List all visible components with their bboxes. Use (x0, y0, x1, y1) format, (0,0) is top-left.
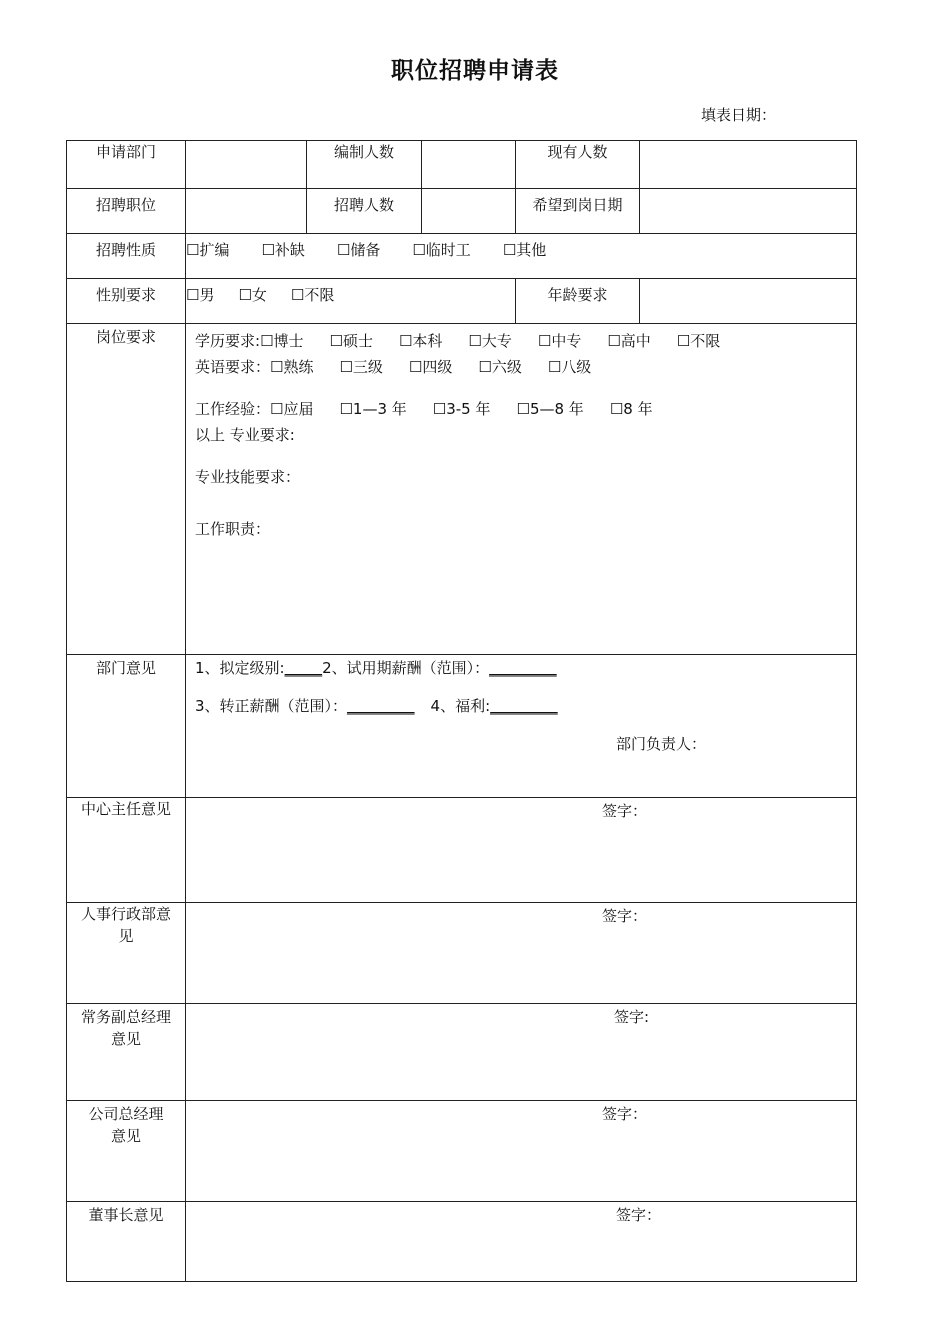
eng-option-cet3[interactable]: ☐三级 (339, 358, 383, 376)
probation-pay-blank[interactable]: _________ (489, 659, 557, 677)
dept-opinion-line1 (195, 657, 856, 679)
exp-option-8[interactable]: ☐8 年 (609, 400, 653, 418)
hr-admin-label-line1: 人事行政部意 (80, 905, 171, 923)
hire-count-label: 招聘人数 (307, 189, 422, 234)
edu-option-master[interactable]: ☐硕士 (329, 332, 373, 350)
center-director-label: 中心主任意见 (67, 798, 186, 903)
center-director-sign: 签字： (602, 802, 648, 820)
age-label: 年龄要求 (516, 279, 640, 324)
expected-date-label: 希望到岗日期 (516, 189, 640, 234)
current-count-field[interactable] (640, 141, 857, 189)
benefits-blank[interactable]: _________ (490, 697, 558, 715)
hire-count-field[interactable] (422, 189, 516, 234)
exp-option-1-3[interactable]: ☐1—3 年 (339, 400, 407, 418)
exp-option-3-5[interactable]: ☐3-5 年 (432, 400, 491, 418)
edu-option-any[interactable]: ☐不限 (676, 332, 721, 350)
center-director-cell[interactable] (186, 798, 857, 903)
headcount-plan-field[interactable] (422, 141, 516, 189)
headcount-plan-label: 编制人数 (307, 141, 422, 189)
exec-vp-cell[interactable] (186, 1004, 857, 1101)
gm-label-line2: 意见 (110, 1127, 141, 1145)
nature-option-other[interactable]: ☐其他 (502, 241, 547, 259)
exec-vp-label (67, 1004, 186, 1101)
form-row-position (67, 189, 857, 234)
form-row-requirements (67, 324, 857, 655)
gm-label-line1: 公司总经理 (88, 1105, 164, 1123)
gender-option-male[interactable]: ☐男 (186, 286, 215, 304)
experience-prefix: 工作经验： (195, 400, 271, 418)
form-row-chairman (67, 1202, 857, 1282)
eng-option-fluent[interactable]: ☐熟练 (270, 358, 314, 376)
gm-sign: 签字： (602, 1105, 648, 1123)
grade-label: 1、拟定级别: (195, 659, 285, 677)
form-row-exec-vp (67, 1004, 857, 1101)
dept-opinion-label: 部门意见 (67, 655, 186, 798)
regular-pay-blank[interactable]: _________ (347, 697, 415, 715)
edu-option-phd[interactable]: ☐博士 (260, 332, 304, 350)
experience-line (195, 396, 856, 422)
form-row-hr-admin (67, 903, 857, 1004)
gender-option-female[interactable]: ☐女 (238, 286, 267, 304)
hr-admin-label (67, 903, 186, 1004)
gender-label: 性别要求 (67, 279, 186, 324)
duties-label: 工作职责： (195, 520, 271, 538)
fill-date-label: 填表日期： (701, 106, 777, 124)
current-count-label: 现有人数 (516, 141, 640, 189)
form-row-dept-opinion (67, 655, 857, 798)
form-row-nature (67, 234, 857, 279)
probation-pay-label: 2、试用期薪酬（范围）： (322, 659, 490, 677)
gm-cell[interactable] (186, 1101, 857, 1202)
application-form-table (66, 140, 857, 1282)
hr-admin-cell[interactable] (186, 903, 857, 1004)
form-row-center-director (67, 798, 857, 903)
exec-vp-label-line1: 常务副总经理 (80, 1008, 171, 1026)
english-prefix: 英语要求： (195, 358, 271, 376)
exec-vp-sign: 签字: (614, 1008, 650, 1026)
gender-options (186, 279, 516, 324)
edu-option-bachelor[interactable]: ☐本科 (398, 332, 443, 350)
exp-option-5-8[interactable]: ☐5—8 年 (516, 400, 584, 418)
dept-field[interactable] (186, 141, 307, 189)
edu-option-college[interactable]: ☐大专 (468, 332, 512, 350)
exec-vp-label-line2: 意见 (110, 1030, 141, 1048)
hr-admin-sign: 签字： (602, 907, 648, 925)
hr-admin-label-line2: 见 (118, 927, 134, 945)
nature-label: 招聘性质 (67, 234, 186, 279)
form-title: 职位招聘申请表 (391, 58, 559, 84)
form-row-gm (67, 1101, 857, 1202)
grade-blank[interactable]: _____ (284, 659, 323, 677)
eng-option-cet4[interactable]: ☐四级 (408, 358, 453, 376)
experience-cont: 以上 专业要求: (195, 426, 295, 444)
regular-pay-label: 3、转正薪酬（范围）： (195, 697, 348, 715)
education-prefix: 学历要求: (195, 332, 261, 350)
gender-option-any[interactable]: ☐不限 (290, 286, 335, 304)
nature-option-reserve[interactable]: ☐储备 (336, 241, 381, 259)
benefits-label: 4、福利: (430, 697, 491, 715)
edu-option-secondary[interactable]: ☐中专 (537, 332, 582, 350)
exp-option-fresh[interactable]: ☐应届 (270, 400, 314, 418)
nature-options (186, 234, 857, 279)
nature-option-temp[interactable]: ☐临时工 (412, 241, 471, 259)
form-row-dept (67, 141, 857, 189)
dept-opinion-cell (186, 655, 857, 798)
age-field[interactable] (640, 279, 857, 324)
nature-option-expand[interactable]: ☐扩编 (186, 241, 230, 259)
eng-option-tem8[interactable]: ☐八级 (547, 358, 592, 376)
dept-head-label: 部门负责人： (616, 735, 707, 753)
requirements-label: 岗位要求 (67, 324, 186, 655)
chairman-sign: 签字： (616, 1206, 662, 1224)
skills-label: 专业技能要求： (195, 468, 301, 486)
position-label: 招聘职位 (67, 189, 186, 234)
requirements-cell (186, 324, 857, 655)
dept-opinion-line2 (195, 695, 856, 717)
nature-option-replace[interactable]: ☐补缺 (261, 241, 305, 259)
dept-label: 申请部门 (67, 141, 186, 189)
gm-label (67, 1101, 186, 1202)
position-field[interactable] (186, 189, 307, 234)
chairman-cell[interactable] (186, 1202, 857, 1282)
edu-option-highschool[interactable]: ☐高中 (607, 332, 651, 350)
education-line (195, 328, 856, 354)
form-row-gender (67, 279, 857, 324)
english-line (195, 354, 856, 380)
chairman-label: 董事长意见 (67, 1202, 186, 1282)
eng-option-cet6[interactable]: ☐六级 (478, 358, 522, 376)
expected-date-field[interactable] (640, 189, 857, 234)
